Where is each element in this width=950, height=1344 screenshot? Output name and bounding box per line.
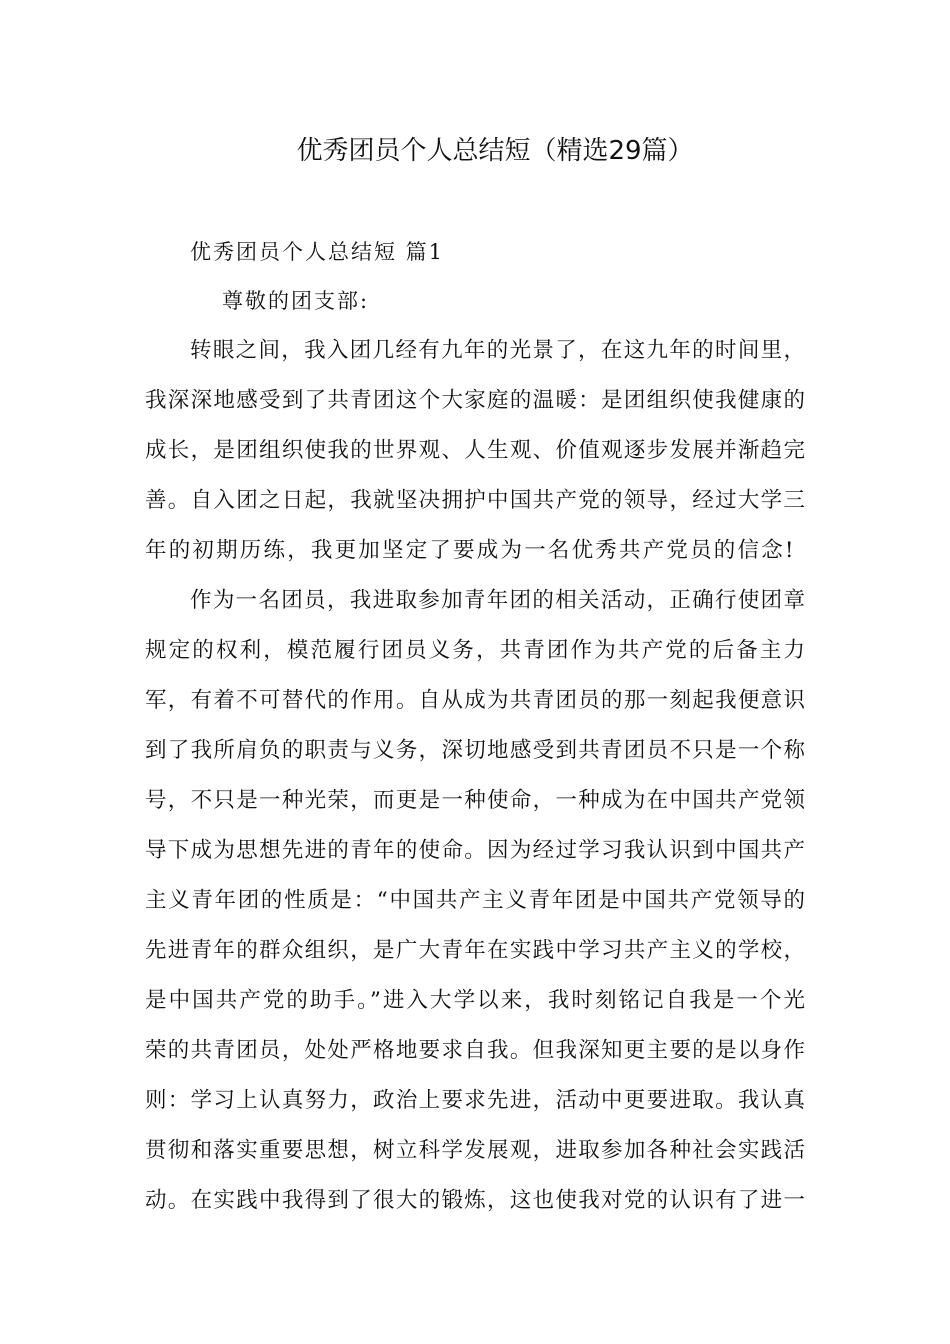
paragraph-2-line-5: 号，不只是一种光荣，而更是一种使命，一种成为在中国共产党领 xyxy=(145,788,805,813)
paragraph-1-line-3: 成长，是团组织使我的世界观、人生观、价值观逐步发展并渐趋完 xyxy=(145,438,805,463)
paragraph-2-line-1: 作为一名团员，我进取参加青年团的相关活动，正确行使团章 xyxy=(190,588,805,613)
paragraph-2-line-11: 则：学习上认真努力，政治上要求先进，活动中更要进取。我认真 xyxy=(145,1088,805,1113)
paragraph-2-line-8: 先进青年的群众组织，是广大青年在实践中学习共产主义的学校， xyxy=(145,938,805,963)
paragraph-2-line-3: 军，有着不可替代的作用。自从成为共青团员的那一刻起我便意识 xyxy=(145,688,805,713)
paragraph-2-line-7: 主义青年团的性质是：“中国共产主义青年团是中国共产党领导的 xyxy=(145,888,805,913)
document-title: 优秀团员个人总结短（精选29篇） xyxy=(296,136,694,166)
paragraph-2-line-12: 贯彻和落实重要思想，树立科学发展观，进取参加各种社会实践活 xyxy=(145,1138,805,1163)
paragraph-2-line-2: 规定的权利，模范履行团员义务，共青团作为共产党的后备主力 xyxy=(145,638,805,663)
paragraph-1-line-1: 转眼之间，我入团几经有九年的光景了，在这九年的时间里， xyxy=(190,338,805,363)
paragraph-1-line-4: 善。自入团之日起，我就坚决拥护中国共产党的领导，经过大学三 xyxy=(145,488,805,513)
salutation: 尊敬的团支部: xyxy=(222,289,370,313)
paragraph-2-line-13: 动。在实践中我得到了很大的锻炼，这也使我对党的认识有了进一 xyxy=(145,1188,805,1213)
paragraph-2-line-6: 导下成为思想先进的青年的使命。因为经过学习我认识到中国共产 xyxy=(145,838,805,863)
paragraph-2-line-4: 到了我所肩负的职责与义务，深切地感受到共青团员不只是一个称 xyxy=(145,738,805,763)
section-heading: 优秀团员个人总结短 篇1 xyxy=(190,240,445,264)
paragraph-2-line-10: 荣的共青团员，处处严格地要求自我。但我深知更主要的是以身作 xyxy=(145,1038,805,1063)
paragraph-1-line-5: 年的初期历练，我更加坚定了要成为一名优秀共产党员的信念! xyxy=(145,538,796,563)
paragraph-2-line-9: 是中国共产党的助手。”进入大学以来，我时刻铭记自我是一个光 xyxy=(145,988,805,1013)
paragraph-1-line-2: 我深深地感受到了共青团这个大家庭的温暖：是团组织使我健康的 xyxy=(145,388,805,413)
